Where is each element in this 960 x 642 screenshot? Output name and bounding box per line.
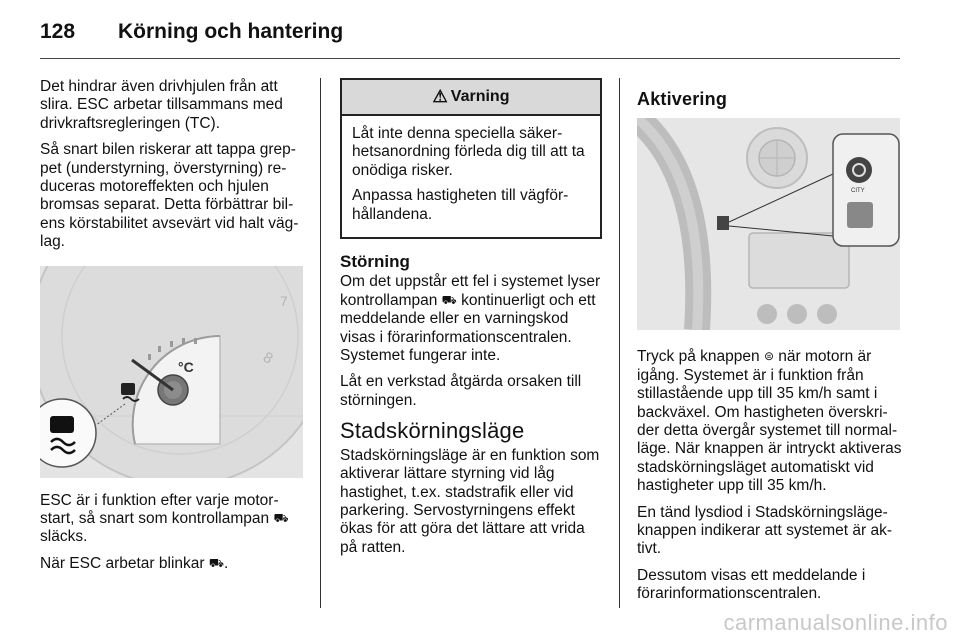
paragraph: Låt en verkstad åtgärda orsaken till störningen. [340, 373, 582, 409]
column-divider-1 [320, 78, 321, 608]
watermark: carmanualsonline.info [723, 610, 948, 635]
city-button-illustration [637, 118, 900, 330]
header-divider [40, 58, 900, 59]
esc-warning-lamp-icon: ⛟ [441, 292, 457, 307]
esc-warning-lamp-icon: ⛟ [273, 511, 289, 526]
city-button-label: CITY [851, 188, 865, 195]
warning-paragraph: Anpassa hastigheten till vägförhållandena. [352, 187, 569, 223]
warning-body [342, 116, 600, 237]
section-heading-large: Stadskörningsläge [340, 418, 525, 444]
esc-warning-lamp-icon: ⛟ [208, 555, 224, 570]
section-heading: Störning [340, 252, 410, 272]
svg-text:8: 8 [260, 348, 276, 368]
warning-header [342, 80, 600, 116]
warning-title: Varning [450, 87, 510, 105]
paragraph: Det hindrar även drivhjulen från att slira. ESC arbetar tillsammans med drivkraftsregleringen (TC). [40, 78, 283, 132]
dashboard-drawing [637, 118, 900, 330]
warning-triangle-icon: ⚠ [432, 86, 448, 106]
page-number: 128 [40, 20, 76, 43]
paragraph: Om det uppstår ett fel i systemet lyser kontrollampan ⛟ kontinuerligt och ett meddelande eller en varningskod visas i förarinformationscentralen. Systemet fungerar inte. [340, 273, 601, 365]
paragraph: Så snart bilen riskerar att tappa greppet (understyrning, överstyrning) reduceras motoreffekten och hjulen bromsas separat. Detta förbättrar bilens körstabilitet avsevärt vid halt väglag. [40, 141, 299, 251]
paragraph: När ESC arbetar blinkar ⛟. [40, 554, 229, 572]
page-header [40, 20, 343, 44]
paragraph: Stadskörningsläge är en funktion som aktiverar lättare styrning vid låg hastighet, t.ex. stadstrafik eller vid parkering. Servostyrningens effekt ökas för att göra det lättare att vrida på ratten. [340, 446, 600, 556]
chapter-title: Körning och hantering [118, 20, 344, 43]
esc-gauge-illustration [40, 266, 303, 478]
column-3 [637, 78, 903, 612]
warning-paragraph: Låt inte denna speciella säkerhetsanordning förleda dig till att ta onödiga risker. [352, 125, 585, 179]
column-1 [40, 78, 306, 581]
warning-box [340, 78, 602, 239]
gauge-drawing [40, 266, 303, 478]
column-divider-2 [619, 78, 620, 608]
paragraph: Dessutom visas ett meddelande i förarinformationscentralen. [637, 566, 866, 603]
paragraph: ESC är i funktion efter varje motorstart, så snart som kontrollampan ⛟ släcks. [40, 491, 289, 546]
steering-wheel-icon: ⊜ [763, 349, 774, 364]
section-heading: Aktivering [637, 89, 728, 109]
column-2 [340, 78, 602, 565]
paragraph: Tryck på knappen ⊜ när motorn är igång. Systemet är i funktion från stillastående upp till 35 km/h samt i backväxel. Om hastigheten överskrider detta övergår systemet till normalläge. När knappen är intryckt aktiveras stadskörningsläget automatiskt vid hastigheter upp till 35 km/h. [637, 348, 902, 495]
svg-text:7: 7 [280, 292, 288, 309]
gauge-unit-label: °C [178, 358, 194, 375]
paragraph: En tänd lysdiod i Stadskörningslägeknappen indikerar att systemet är aktivt. [637, 503, 893, 558]
